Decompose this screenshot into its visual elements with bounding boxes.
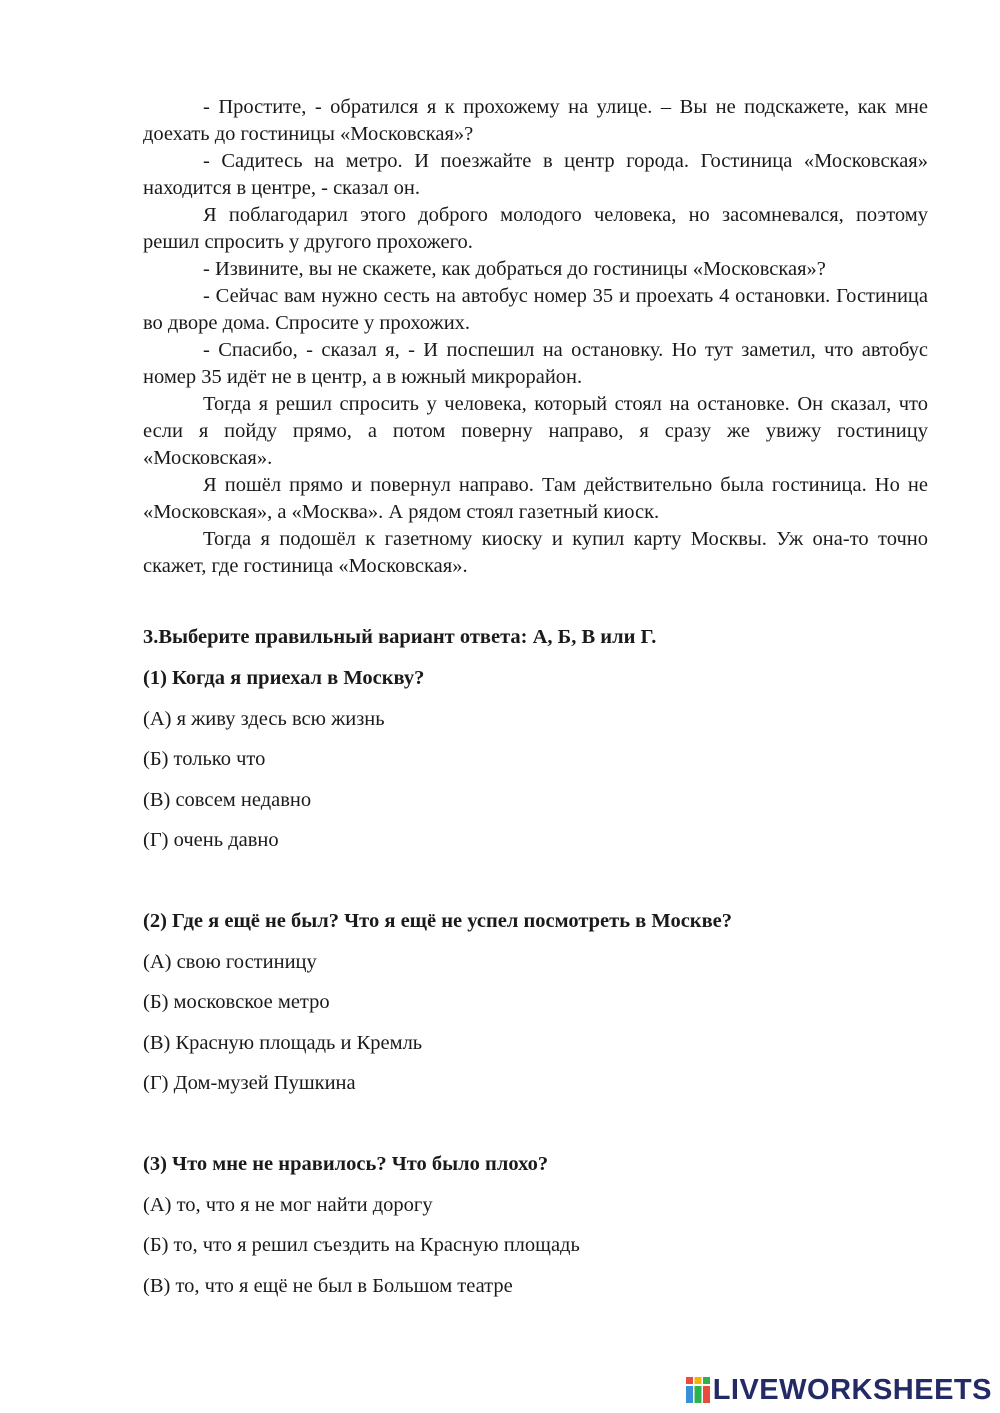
story-paragraph: - Сейчас вам нужно сесть на автобус номер 35 и проехать 4 остановки. Гостиница во дворе дома. Спросите у прохожих. — [143, 285, 928, 334]
task-title: 3.Выберите правильный вариант ответа: А, Б, В или Г. — [143, 626, 657, 648]
story-paragraph: Я пошёл прямо и повернул направо. Там действительно была гостиница. Но не «Московская», а «Москва». А рядом стоял газетный киоск. — [143, 474, 928, 523]
option-label: (В) совсем недавно — [143, 789, 312, 811]
question-2 — [143, 908, 943, 935]
story-paragraph: - Извините, вы не скажете, как добраться до гостиницы «Московская»? — [203, 258, 826, 280]
option[interactable] — [143, 746, 943, 773]
story-paragraph: Тогда я решил спросить у человека, который стоял на остановке. Он сказал, что если я пойду прямо, а потом поверну направо, я сразу же увижу гостиницу «Московская». — [143, 393, 928, 469]
option-label: (В) Красную площадь и Кремль — [143, 1032, 423, 1054]
question-3 — [143, 1151, 943, 1178]
question-text: (1) Когда я приехал в Москву? — [143, 667, 425, 689]
option-label: (Г) очень давно — [143, 829, 279, 851]
question-text: (3) Что мне не нравилось? Что было плохо? — [143, 1153, 549, 1175]
option-label: (Б) только что — [143, 748, 266, 770]
option-label: (Г) Дом-музей Пушкина — [143, 1072, 356, 1094]
option[interactable] — [143, 1070, 943, 1097]
option-label: (А) свою гостиницу — [143, 951, 317, 973]
option[interactable] — [143, 706, 943, 733]
question-1 — [143, 665, 943, 692]
story-paragraph: - Садитесь на метро. И поезжайте в центр города. Гостиница «Московская» находится в центре, - сказал он. — [143, 150, 928, 199]
brand-text: LIVEWORKSHEETS — [712, 1373, 992, 1406]
option[interactable] — [143, 787, 943, 814]
story-paragraph: Я поблагодарил этого доброго молодого человека, но засомневался, поэтому решил спросить у другого прохожего. — [143, 204, 928, 253]
story-text — [143, 94, 928, 580]
option[interactable] — [143, 1232, 943, 1259]
story-paragraph: - Спасибо, - сказал я, - И поспешил на остановку. Но тут заметил, что автобус номер 35 идёт не в центр, а в южный микрорайон. — [143, 339, 928, 388]
option[interactable] — [143, 827, 943, 854]
option-label: (А) я живу здесь всю жизнь — [143, 708, 385, 730]
liveworksheets-logo — [685, 1373, 992, 1407]
liveworksheets-logo-icon — [685, 1375, 711, 1405]
option[interactable] — [143, 1030, 943, 1057]
option-label: (А) то, что я не мог найти дорогу — [143, 1194, 433, 1216]
option[interactable] — [143, 989, 943, 1016]
story-paragraph: Тогда я подошёл к газетному киоску и купил карту Москвы. Уж она-то точно скажет, где гостиница «Московская». — [143, 528, 928, 577]
task-title-block — [143, 624, 943, 651]
option-label: (Б) то, что я решил съездить на Красную площадь — [143, 1234, 580, 1256]
option-label: (Б) московское метро — [143, 991, 330, 1013]
option[interactable] — [143, 949, 943, 976]
option-label: (В) то, что я ещё не был в Большом театре — [143, 1275, 513, 1297]
story-paragraph: - Простите, - обратился я к прохожему на улице. – Вы не подскажете, как мне доехать до гостиницы «Московская»? — [143, 96, 928, 145]
option[interactable] — [143, 1273, 943, 1300]
question-text: (2) Где я ещё не был? Что я ещё не успел посмотреть в Москве? — [143, 910, 733, 932]
option[interactable] — [143, 1192, 943, 1219]
